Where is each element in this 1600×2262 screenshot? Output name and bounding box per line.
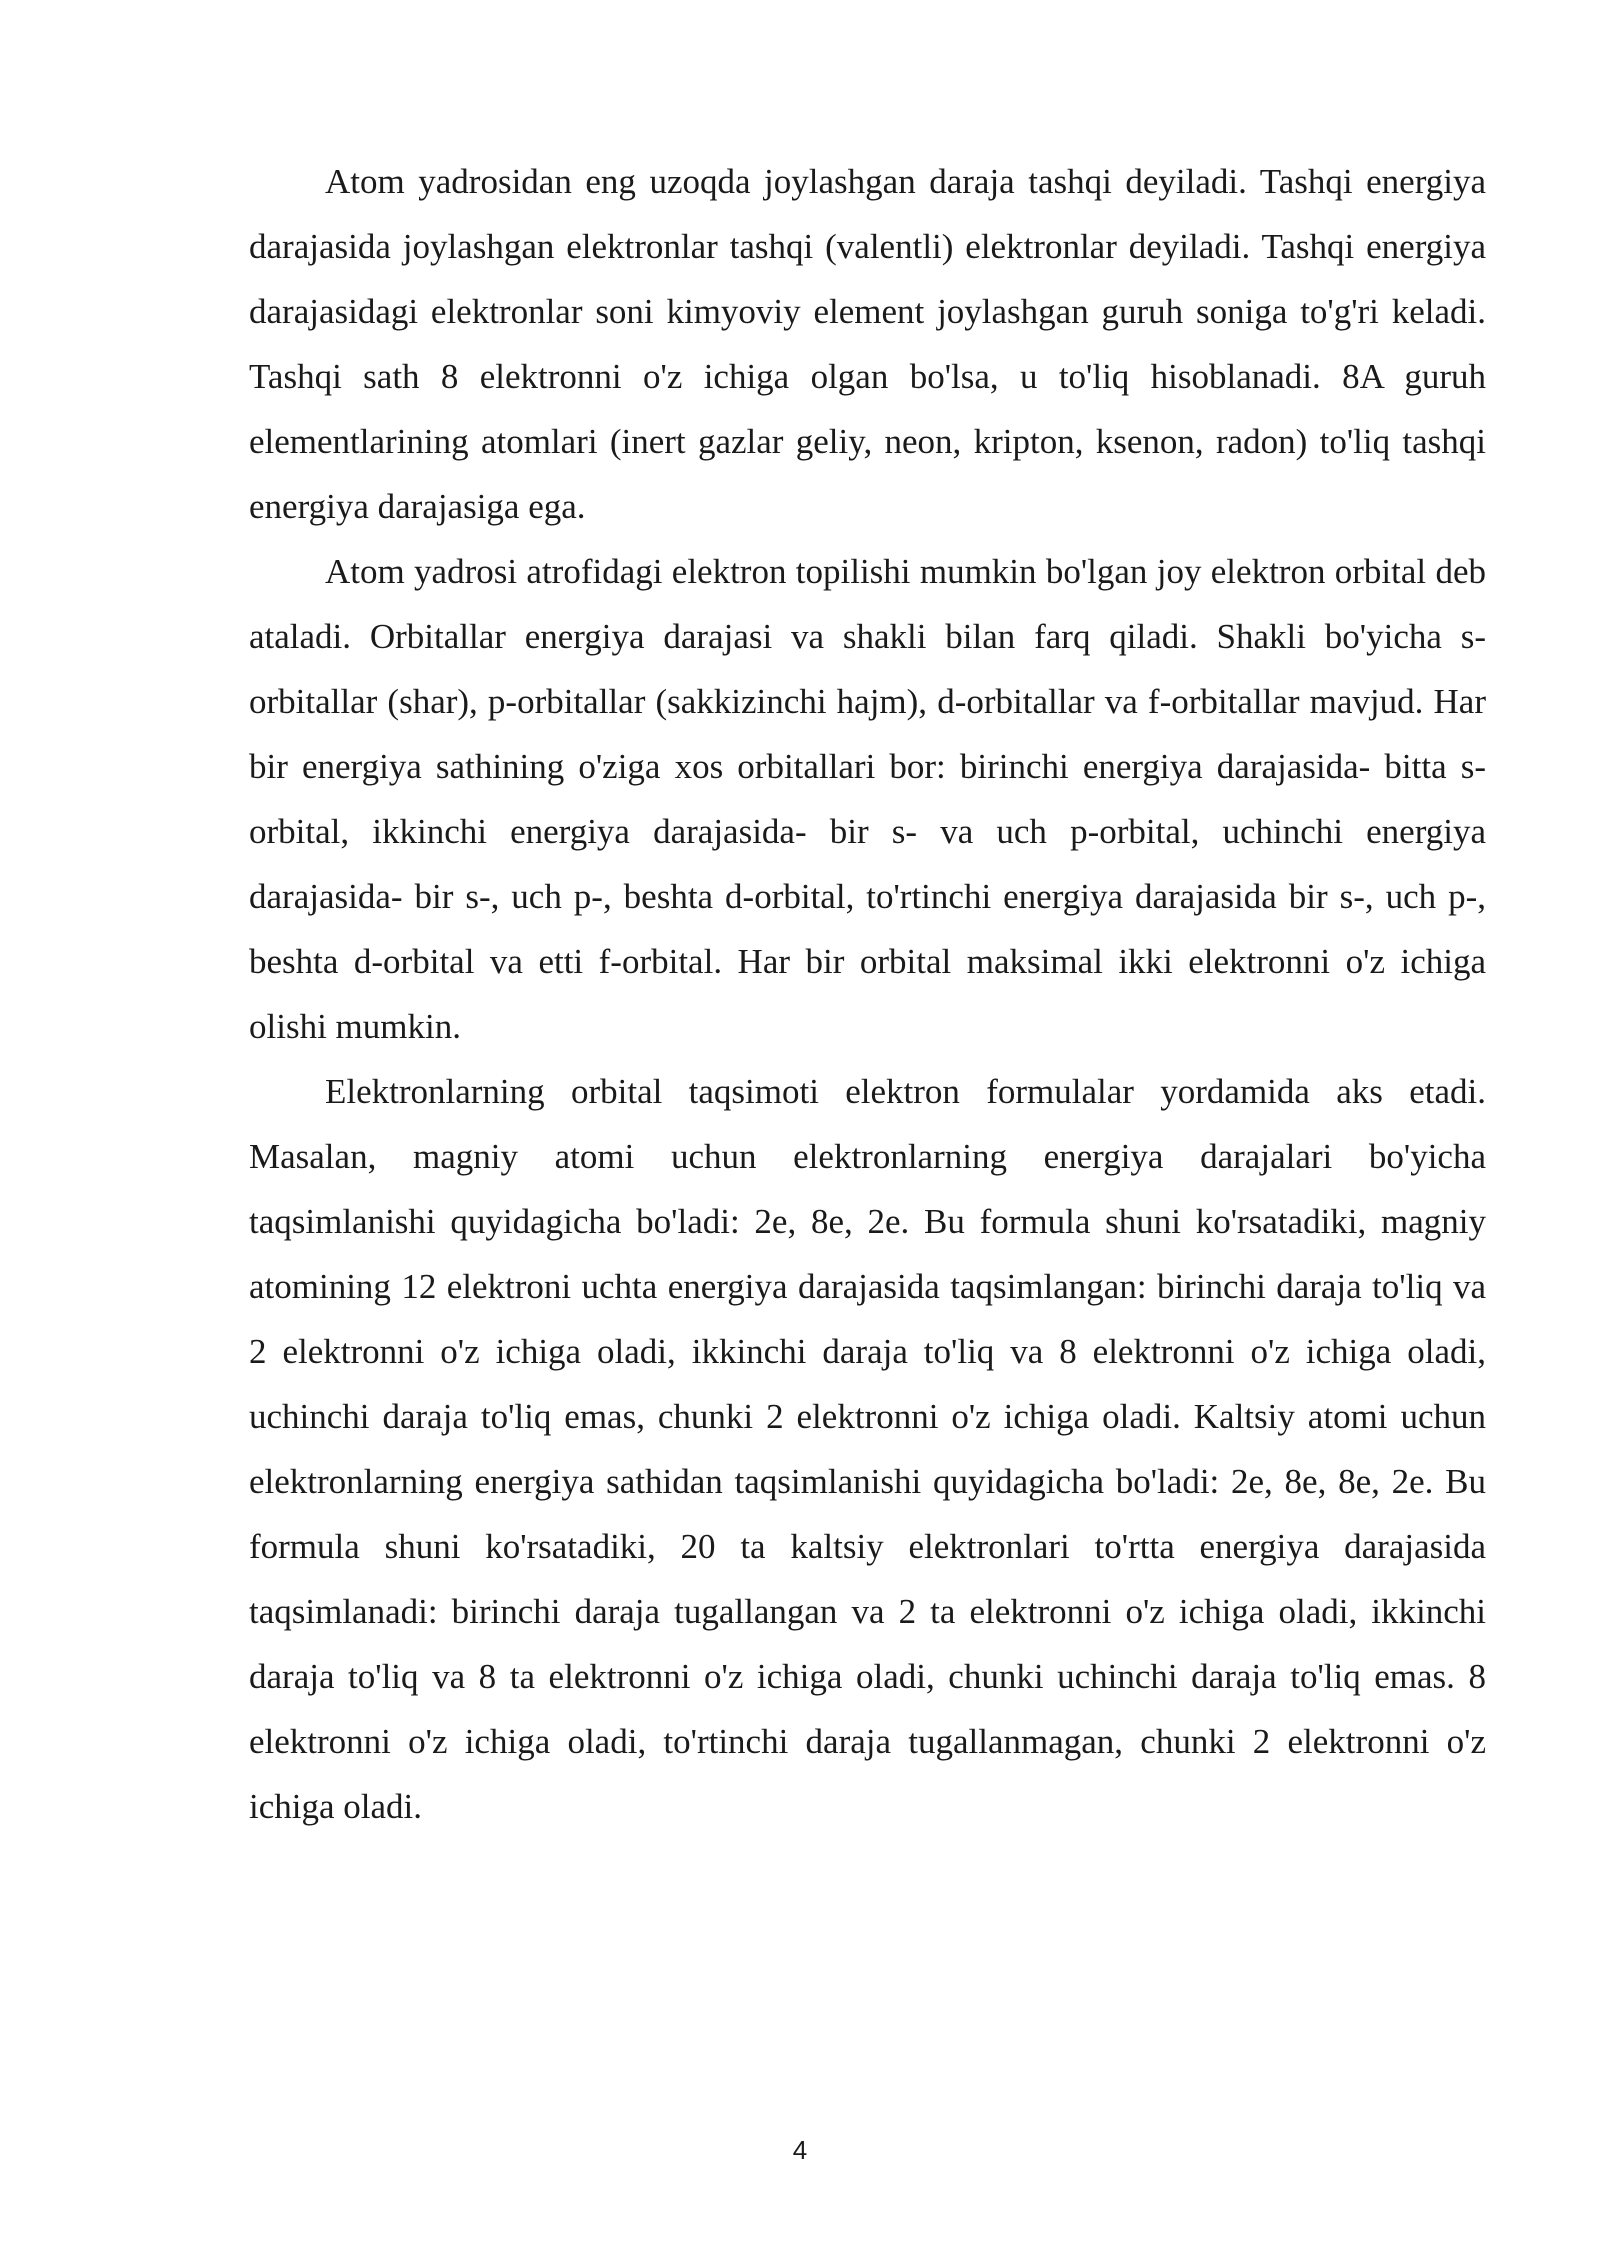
paragraph-outer-energy-level: Atom yadrosidan eng uzoqda joylashgan daraja tashqi deyiladi. Tashqi energiya darajasida joylashgan elektronlar tashqi (valentli) elektronlar deyiladi. Tashqi energiya darajasidagi elektronlar soni kimyoviy element joylashgan guruh soniga to'g'ri keladi. Tashqi sath 8 elektronni o'z ichiga olgan bo'lsa, u to'liq hisoblanadi. 8A guruh elementlarining atomlari (inert gazlar geliy, neon, kripton, ksenon, radon) to'liq tashqi energiya darajasiga ega.	[249, 162, 1486, 526]
body-text	[249, 149, 1486, 1839]
paragraph-electron-orbitals: Atom yadrosi atrofidagi elektron topilishi mumkin bo'lgan joy elektron orbital deb ataladi. Orbitallar energiya darajasi va shakli bilan farq qiladi. Shakli bo'yicha s-orbitallar (shar), p-orbitallar (sakkizinchi hajm), d-orbitallar va f-orbitallar mavjud. Har bir energiya sathining o'ziga xos orbitallari bor: birinchi energiya darajasida- bitta s-orbital, ikkinchi energiya darajasida- bir s- va uch p-orbital, uchinchi energiya darajasida- bir s-, uch p-, beshta d-orbital, to'rtinchi energiya darajasida bir s-, uch p-, beshta d-orbital va etti f-orbital. Har bir orbital maksimal ikki elektronni o'z ichiga olishi mumkin.	[249, 552, 1486, 1046]
paragraph-electron-formulas: Elektronlarning orbital taqsimoti elektron formulalar yordamida aks etadi. Masalan, magniy atomi uchun elektronlarning energiya darajalari bo'yicha taqsimlanishi quyidagicha bo'ladi: 2e, 8e, 2e. Bu formula shuni ko'rsatadiki, magniy atomining 12 elektroni uchta energiya darajasida taqsimlangan: birinchi daraja to'liq va 2 elektronni o'z ichiga oladi, ikkinchi daraja to'liq va 8 elektronni o'z ichiga oladi, uchinchi daraja to'liq emas, chunki 2 elektronni o'z ichiga oladi. Kaltsiy atomi uchun elektronlarning energiya sathidan taqsimlanishi quyidagicha bo'ladi: 2e, 8e, 8e, 2e. Bu formula shuni ko'rsatadiki, 20 ta kaltsiy elektronlari to'rtta energiya darajasida taqsimlanadi: birinchi daraja tugallangan va 2 ta elektronni o'z ichiga oladi, ikkinchi daraja to'liq va 8 ta elektronni o'z ichiga oladi, chunki uchinchi daraja to'liq emas. 8 elektronni o'z ichiga oladi, to'rtinchi daraja tugallanmagan, chunki 2 elektronni o'z ichiga oladi.	[249, 1072, 1486, 1826]
page-number: 4	[792, 2135, 808, 2165]
